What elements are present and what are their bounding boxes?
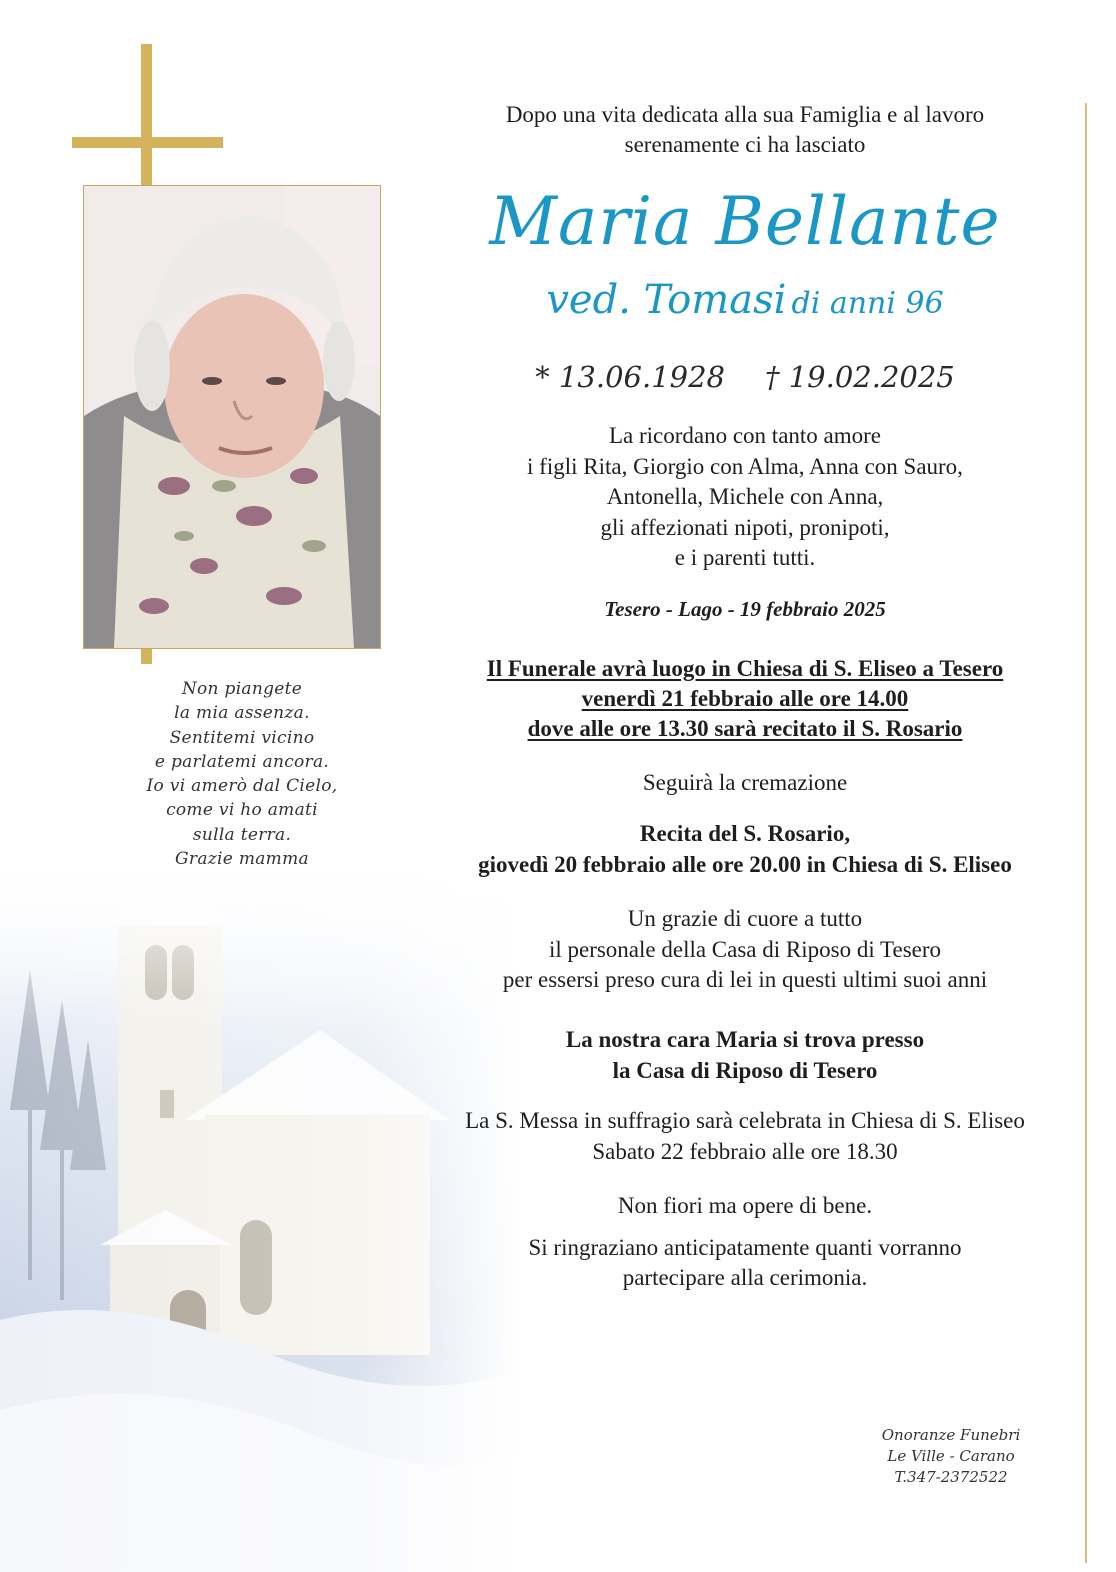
closing-line: partecipare alla cerimonia. [622, 1265, 868, 1290]
agency-location: Le Ville - Carano [887, 1447, 1015, 1465]
widow-of: ved. Tomasi [546, 277, 787, 323]
poem-line: e parlatemi ancora. [154, 751, 330, 772]
poem-line: Io vi amerò dal Cielo, [146, 776, 338, 797]
thanks-line: per essersi preso cura di lei in questi ultimi suoi anni [502, 967, 988, 992]
funeral-announcement [405, 654, 1085, 744]
mass-line: La S. Messa in suffragio sarà celebrata in Chiesa di S. Eliseo [465, 1108, 1025, 1133]
rosary-announcement [405, 818, 1085, 880]
agency-name: Onoranze Funebri [881, 1426, 1021, 1444]
cremation-note: Seguirà la cremazione [642, 770, 848, 795]
location-line: La nostra cara Maria si trova presso [565, 1027, 925, 1052]
mourners-line: La ricordano con tanto amore [608, 423, 882, 448]
cross-horizontal-bar [72, 137, 223, 148]
mass-announcement [405, 1105, 1085, 1167]
mourners-line: gli affezionati nipoti, pronipoti, [600, 514, 890, 540]
flowers-note: Non fiori ma opere di bene. [617, 1193, 873, 1218]
body-location [405, 1024, 1085, 1086]
intro-line: serenamente ci ha lasciato [624, 132, 866, 157]
poem-line: Non piangete [181, 679, 303, 699]
mourners-line: i figli Rita, Giorgio con Alma, Anna con Sauro, [527, 453, 963, 479]
place-date: Tesero - Lago - 19 febbraio 2025 [604, 597, 886, 621]
funeral-line: venerdì 21 febbraio alle ore 14.00 [581, 686, 909, 711]
decorative-rule [1085, 103, 1087, 1563]
thanks-line: Un grazie di cuore a tutto [627, 906, 863, 931]
thanks-line: il personale della Casa di Riposo di Tesero [548, 936, 942, 962]
mourners-list [405, 421, 1085, 574]
mass-line: Sabato 22 febbraio alle ore 18.30 [592, 1139, 898, 1164]
funeral-agency [846, 1425, 1056, 1488]
thanks-note [405, 904, 1085, 996]
rosary-line: Recita del S. Rosario, [639, 821, 851, 846]
memorial-poem [100, 677, 384, 871]
poem-line: Grazie mamma [175, 849, 309, 870]
death-date: † 19.02.2025 [765, 360, 955, 394]
funeral-line: Il Funerale avrà luogo in Chiesa di S. Eliseo a Tesero [486, 656, 1004, 681]
life-dates [405, 357, 1085, 397]
poem-line: la mia assenza. [174, 703, 310, 724]
poem-line: Sentitemi vicino [169, 727, 315, 748]
portrait-illustration [84, 186, 380, 648]
birth-date: * 13.06.1928 [535, 360, 725, 394]
intro-text [405, 100, 1085, 160]
poem-line: come vi ho amati [166, 800, 318, 821]
closing-line: Si ringraziano anticipatamente quanti vorranno [528, 1235, 962, 1260]
agency-phone: T.347-2372522 [894, 1468, 1008, 1486]
mourners-line: e i parenti tutti. [674, 545, 816, 570]
portrait-photo [83, 185, 381, 649]
deceased-name: Maria Bellante [489, 183, 1001, 260]
deceased-subtitle [405, 276, 1085, 332]
poem-line: sulla terra. [192, 824, 292, 845]
age: di anni 96 [791, 286, 944, 321]
location-line: la Casa di Riposo di Tesero [612, 1058, 878, 1083]
funeral-line: dove alle ore 13.30 sarà recitato il S. Rosario [527, 716, 963, 741]
mourners-line: Antonella, Michele con Anna, [606, 484, 884, 509]
closing-thanks [405, 1233, 1085, 1293]
intro-line: Dopo una vita dedicata alla sua Famiglia e al lavoro [505, 102, 985, 127]
rosary-line: giovedì 20 febbraio alle ore 20.00 in Chiesa di S. Eliseo [478, 852, 1012, 877]
